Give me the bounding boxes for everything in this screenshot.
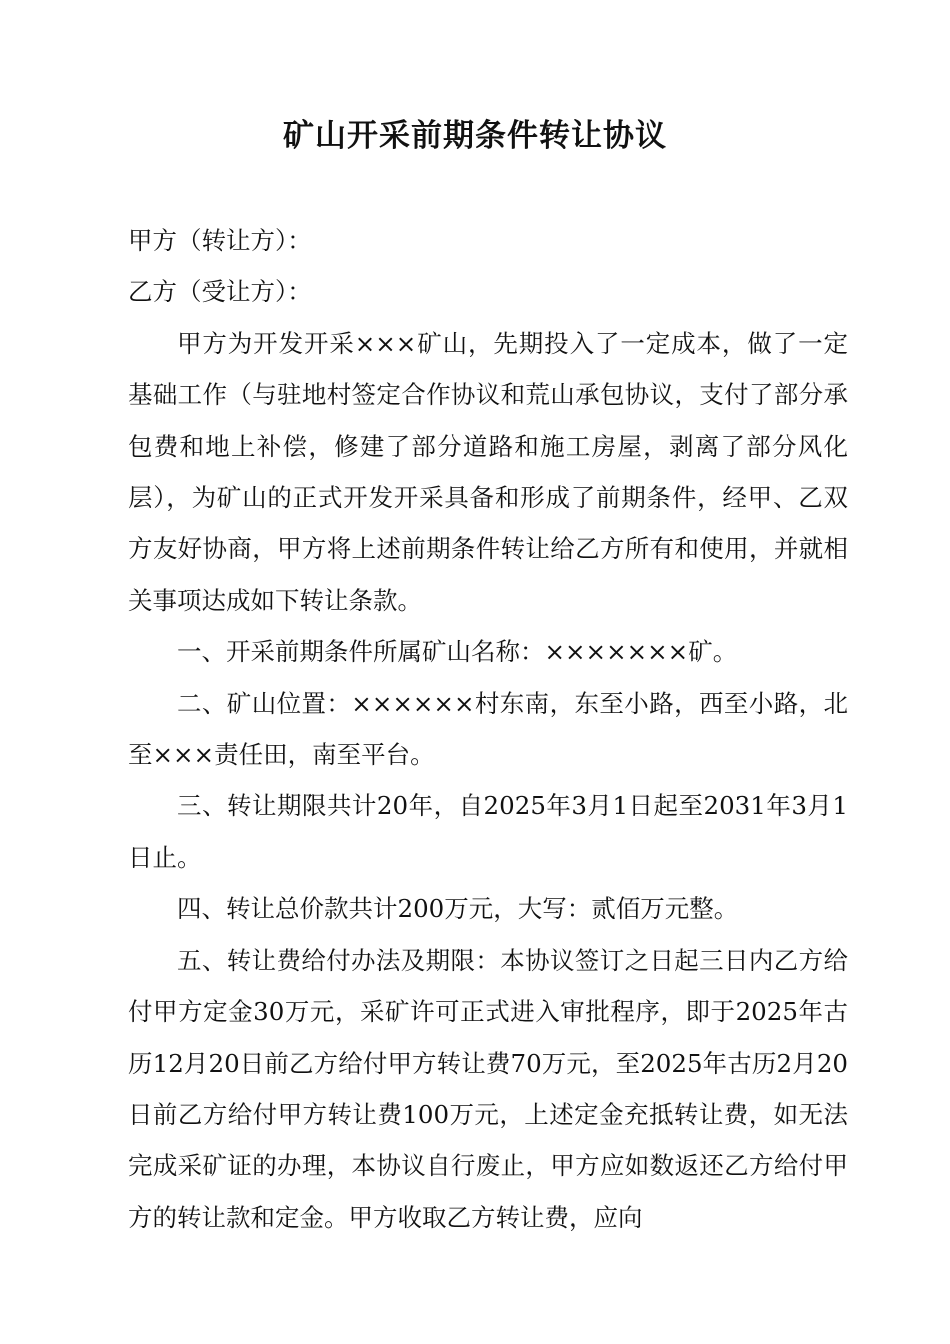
preamble-paragraph: 甲方为开发开采×××矿山，先期投入了一定成本，做了一定基础工作（与驻地村签定合作协议和荒山承包协议，支付了部分承包费和地上补偿，修建了部分道路和施工房屋，剥离了部分风化层），为矿山的正式开发开采具备和形成了前期条件，经甲、乙双方友好协商，甲方将上述前期条件转让给乙方所有和使用，并就相关事项达成如下转让条款。 xyxy=(128,328,848,615)
clause-5-paragraph: 五、转让费给付办法及期限：本协议签订之日起三日内乙方给付甲方定金30万元，采矿许可正式进入审批程序，即于2025年古历12月20日前乙方给付甲方转让费70万元，至2025年古历2月20日前乙方给付甲方转让费100万元，上述定金充抵转让费，如无法完成采矿证的办理，本协议自行废止，甲方应如数返还乙方给付甲方的转让款和定金。甲方收取乙方转让费，应向 xyxy=(128,945,848,1232)
clause-1-paragraph: 一、开采前期条件所属矿山名称：×××××××矿。 xyxy=(177,637,738,667)
document-body xyxy=(128,215,848,1243)
document-title: 矿山开采前期条件转让协议 xyxy=(283,118,667,154)
party-a-line: 甲方（转让方）： xyxy=(128,226,312,255)
clause-3-paragraph: 三、转让期限共计20年，自2025年3月1日起至2031年3月1日止。 xyxy=(128,791,848,872)
party-b-line: 乙方（受让方）： xyxy=(128,277,312,307)
clause-4-paragraph: 四、转让总价款共计200万元，大写：贰佰万元整。 xyxy=(177,894,739,924)
clause-2-paragraph: 二、矿山位置：××××××村东南，东至小路，西至小路，北至×××责任田，南至平台。 xyxy=(128,688,848,770)
